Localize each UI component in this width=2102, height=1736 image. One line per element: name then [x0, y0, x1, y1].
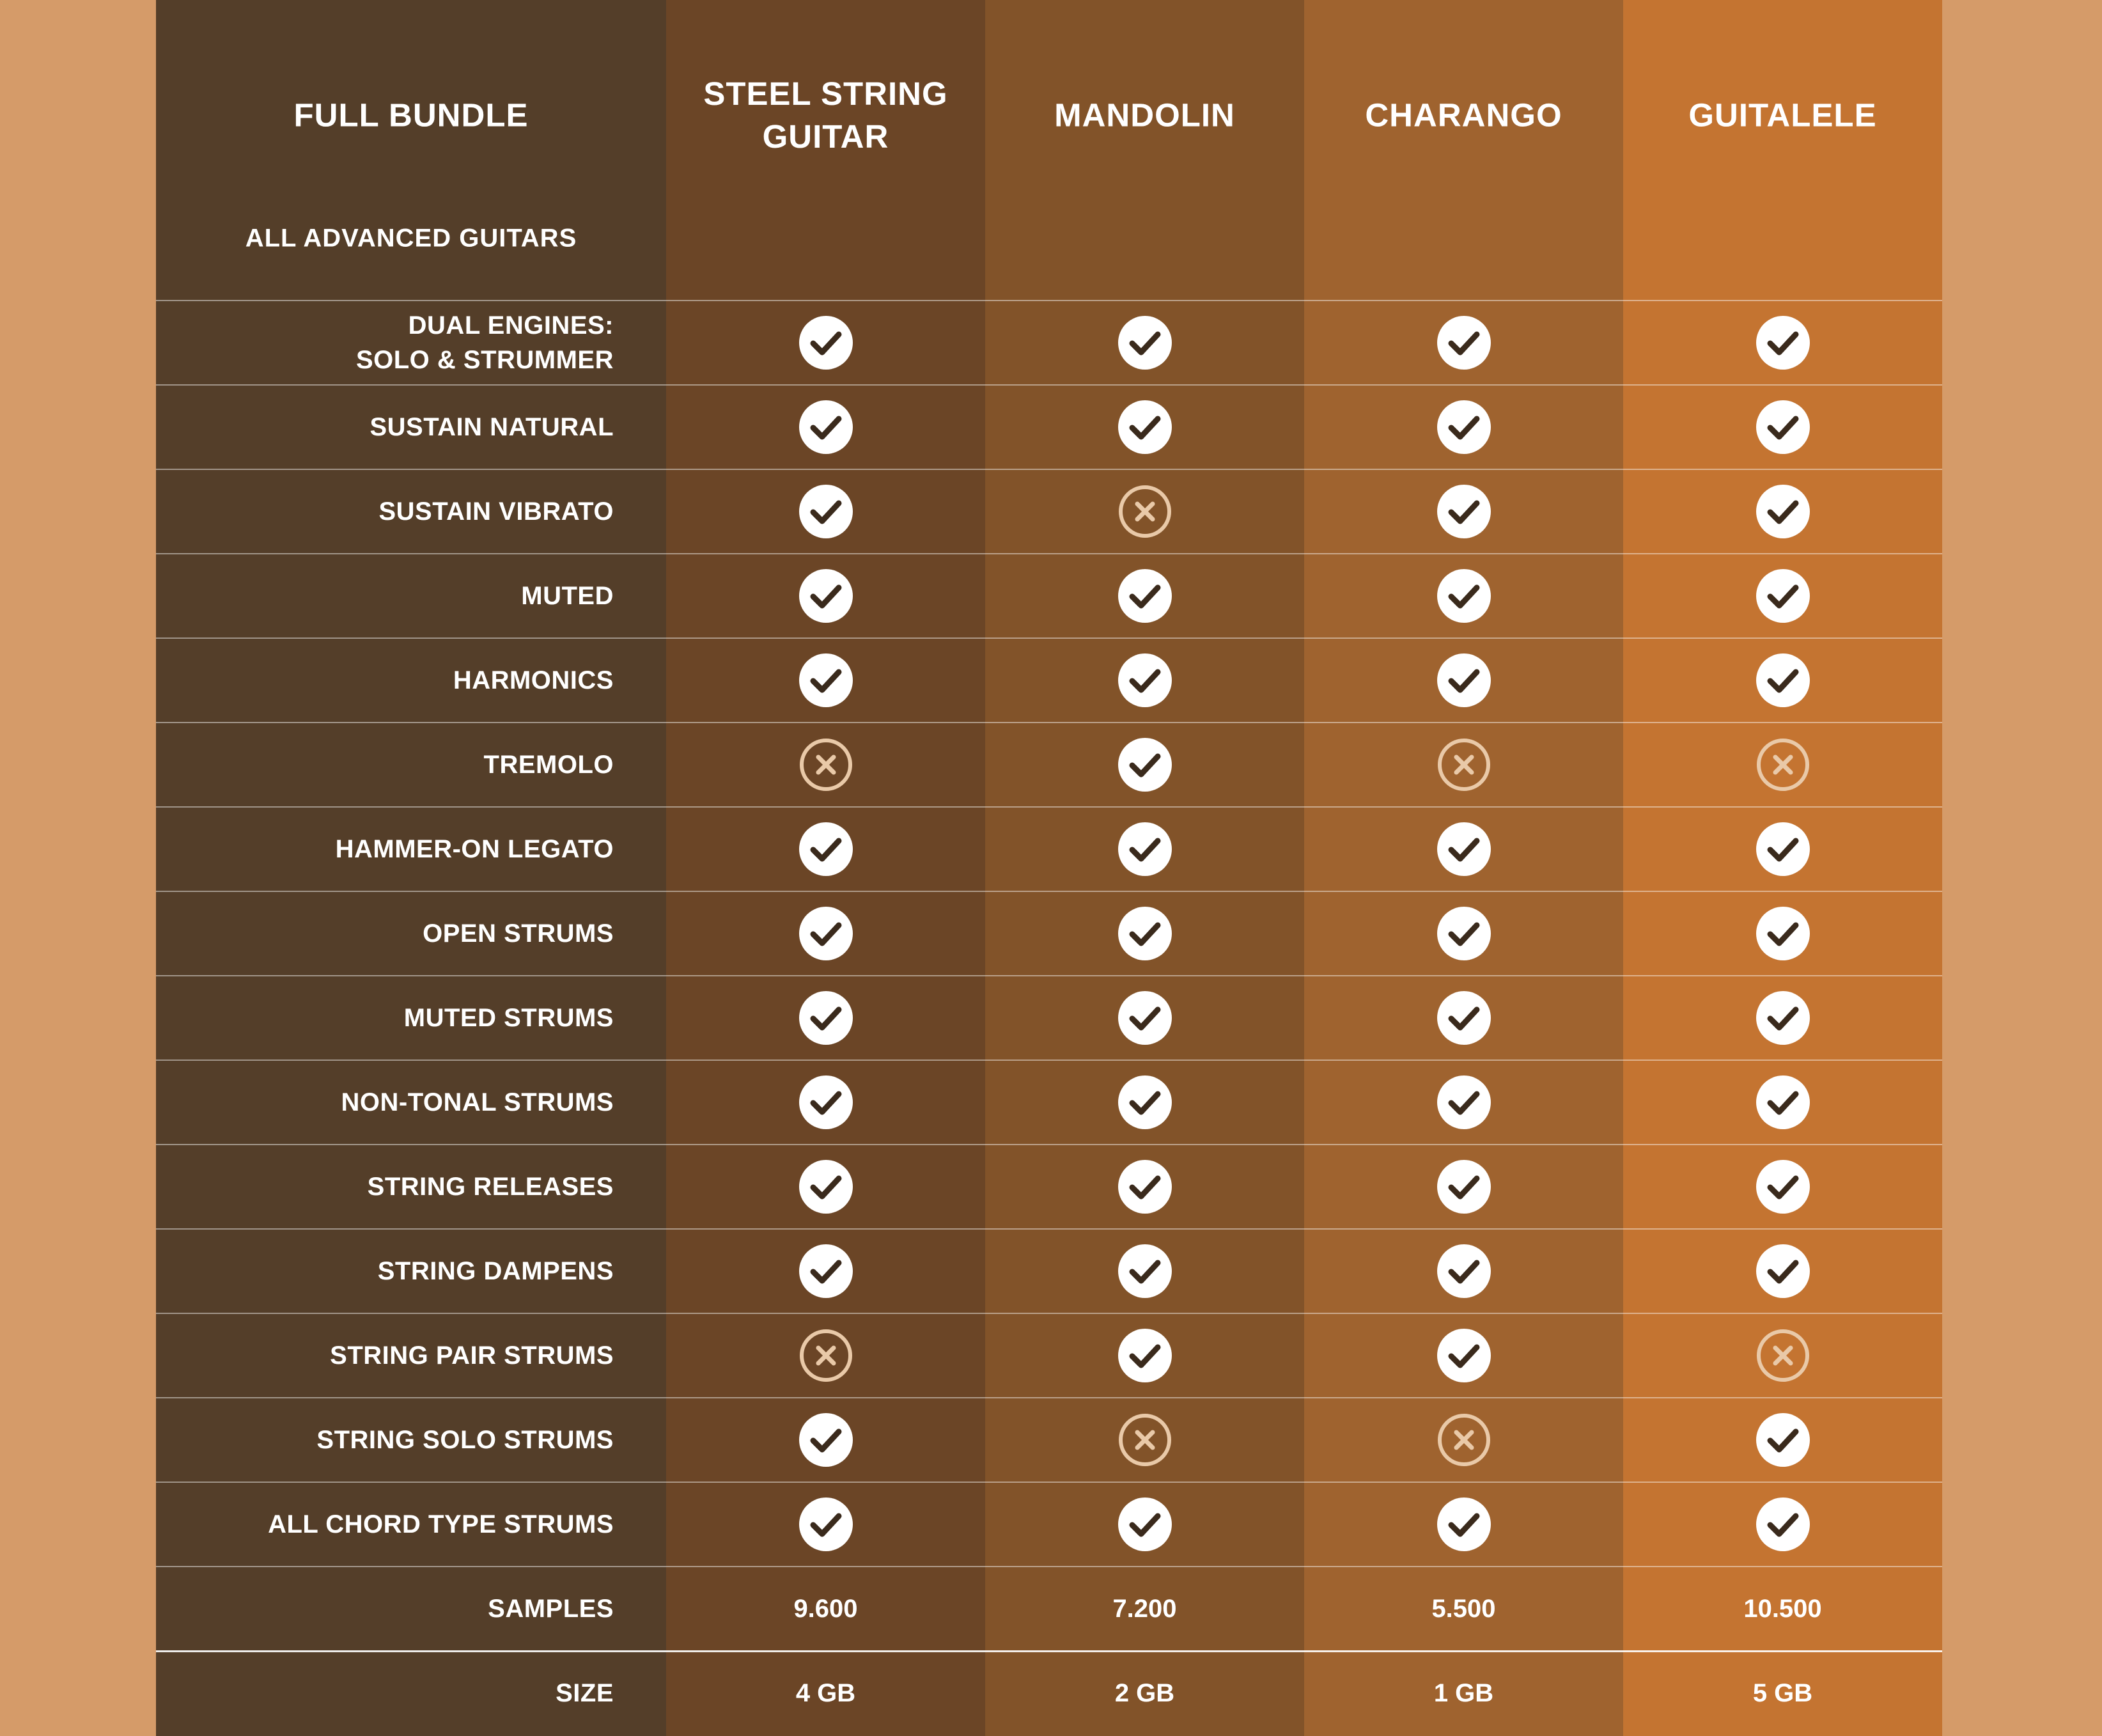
- feature-cell: [666, 1398, 985, 1482]
- row-divider: [156, 1650, 1942, 1652]
- feature-label: HARMONICS: [453, 666, 614, 694]
- check-icon: [1436, 653, 1491, 708]
- feature-cell: [985, 1398, 1304, 1482]
- feature-cell: [666, 385, 985, 469]
- check-icon: [798, 1412, 853, 1467]
- feature-label: OPEN STRUMS: [423, 919, 614, 948]
- feature-label: STRING PAIR STRUMS: [330, 1341, 614, 1370]
- row-divider: [156, 806, 1942, 808]
- feature-cell: [666, 807, 985, 891]
- check-icon: [1756, 315, 1810, 370]
- label-column: [156, 0, 666, 1736]
- feature-cell: [985, 1482, 1304, 1567]
- feature-cell: [666, 554, 985, 638]
- feature-label: STRING SOLO STRUMS: [316, 1426, 614, 1454]
- product-header: [666, 0, 985, 301]
- check-icon: [1117, 822, 1172, 877]
- check-icon: [798, 1497, 853, 1552]
- stat-value: 10.500: [1743, 1594, 1822, 1623]
- feature-cell: [1623, 891, 1942, 976]
- cross-icon: [1436, 737, 1491, 792]
- row-divider: [156, 891, 1942, 892]
- check-icon: [1756, 1159, 1810, 1214]
- product-column: [666, 0, 985, 1736]
- feature-cell: [1623, 723, 1942, 807]
- row-divider: [156, 553, 1942, 554]
- check-icon: [1117, 568, 1172, 623]
- product-column: [985, 0, 1304, 1736]
- stat-value: 4 GB: [795, 1678, 856, 1707]
- product-name: STEEL STRING GUITAR: [703, 75, 948, 155]
- feature-cell: [666, 301, 985, 385]
- check-icon: [1756, 568, 1810, 623]
- check-icon: [1436, 1328, 1491, 1383]
- product-column: [1623, 0, 1942, 1736]
- check-icon: [798, 484, 853, 539]
- feature-label: SAMPLES: [488, 1595, 614, 1623]
- feature-label: SUSTAIN NATURAL: [370, 413, 614, 441]
- cross-icon: [798, 737, 853, 792]
- check-icon: [1756, 653, 1810, 708]
- feature-label: DUAL ENGINES: SOLO & STRUMMER: [355, 311, 614, 374]
- feature-cell: [666, 891, 985, 976]
- row-divider: [156, 1060, 1942, 1061]
- row-divider: [156, 300, 1942, 301]
- feature-label: HAMMER-ON LEGATO: [335, 835, 614, 863]
- feature-label: TREMOLO: [483, 751, 614, 779]
- stat-value: 5 GB: [1752, 1678, 1813, 1707]
- row-divider: [156, 637, 1942, 639]
- stat-value: 5.500: [1431, 1594, 1496, 1623]
- check-icon: [1756, 484, 1810, 539]
- check-icon: [1117, 1328, 1172, 1383]
- row-divider: [156, 975, 1942, 976]
- check-icon: [1117, 653, 1172, 708]
- feature-cell: [985, 554, 1304, 638]
- feature-cell: [666, 1229, 985, 1313]
- stat-value: 1 GB: [1433, 1678, 1494, 1707]
- check-icon: [798, 653, 853, 708]
- feature-cell: [666, 638, 985, 723]
- check-icon: [1756, 1075, 1810, 1130]
- check-icon: [1756, 822, 1810, 877]
- feature-label: MUTED STRUMS: [403, 1004, 614, 1032]
- feature-cell: [1623, 638, 1942, 723]
- comparison-table: [156, 0, 1942, 1736]
- stat-value: 7.200: [1112, 1594, 1177, 1623]
- product-name: MANDOLIN: [1054, 97, 1235, 134]
- product-header: [985, 0, 1304, 301]
- check-icon: [1436, 822, 1491, 877]
- feature-cell: [1623, 1313, 1942, 1398]
- feature-cell: [666, 1145, 985, 1229]
- check-icon: [1756, 906, 1810, 961]
- cross-icon: [1756, 737, 1810, 792]
- feature-cell: [1304, 1229, 1623, 1313]
- check-icon: [1436, 484, 1491, 539]
- feature-label: STRING RELEASES: [367, 1173, 614, 1201]
- row-divider: [156, 1313, 1942, 1314]
- feature-cell: [666, 723, 985, 807]
- check-icon: [798, 315, 853, 370]
- feature-cell: [1623, 976, 1942, 1060]
- check-icon: [1436, 1075, 1491, 1130]
- feature-cell: [985, 1060, 1304, 1145]
- feature-cell: [1623, 469, 1942, 554]
- feature-cell: [1304, 1313, 1623, 1398]
- feature-cell: [666, 1482, 985, 1567]
- feature-cell: [985, 1229, 1304, 1313]
- check-icon: [1117, 315, 1172, 370]
- feature-cell: [985, 891, 1304, 976]
- feature-cell: [666, 469, 985, 554]
- feature-cell: [1304, 891, 1623, 976]
- feature-cell: [1304, 554, 1623, 638]
- feature-label: SUSTAIN VIBRATO: [378, 497, 614, 526]
- feature-label: MUTED: [521, 582, 614, 610]
- feature-cell: [1304, 301, 1623, 385]
- product-header: [1304, 0, 1623, 301]
- feature-cell: [1304, 1398, 1623, 1482]
- check-icon: [1436, 315, 1491, 370]
- feature-cell: [1304, 723, 1623, 807]
- feature-cell: [985, 638, 1304, 723]
- feature-cell: [1304, 385, 1623, 469]
- check-icon: [1756, 990, 1810, 1045]
- feature-cell: [1304, 1060, 1623, 1145]
- bundle-header: [156, 0, 666, 301]
- check-icon: [1436, 400, 1491, 455]
- feature-cell: [985, 385, 1304, 469]
- feature-cell: [666, 976, 985, 1060]
- check-icon: [1117, 906, 1172, 961]
- check-icon: [1117, 1244, 1172, 1299]
- check-icon: [1117, 400, 1172, 455]
- feature-cell: [985, 807, 1304, 891]
- feature-cell: [985, 469, 1304, 554]
- stat-value: 9.600: [793, 1594, 858, 1623]
- row-divider: [156, 1566, 1942, 1567]
- check-icon: [798, 1244, 853, 1299]
- feature-cell: [666, 1060, 985, 1145]
- row-divider: [156, 384, 1942, 386]
- product-column: [1304, 0, 1623, 1736]
- feature-cell: [1623, 1482, 1942, 1567]
- feature-cell: [1623, 1229, 1942, 1313]
- feature-label: ALL CHORD TYPE STRUMS: [268, 1510, 614, 1538]
- feature-cell: [1623, 554, 1942, 638]
- feature-cell: [1623, 301, 1942, 385]
- check-icon: [798, 400, 853, 455]
- row-divider: [156, 469, 1942, 470]
- feature-cell: [985, 1313, 1304, 1398]
- cross-icon: [1436, 1412, 1491, 1467]
- check-icon: [1756, 1497, 1810, 1552]
- check-icon: [1436, 568, 1491, 623]
- feature-label: STRING DAMPENS: [377, 1257, 614, 1285]
- row-divider: [156, 1482, 1942, 1483]
- check-icon: [1436, 906, 1491, 961]
- check-icon: [1436, 1244, 1491, 1299]
- cross-icon: [1117, 484, 1172, 539]
- check-icon: [798, 1075, 853, 1130]
- feature-cell: [1623, 1145, 1942, 1229]
- check-icon: [1436, 1497, 1491, 1552]
- feature-cell: [985, 723, 1304, 807]
- feature-cell: [1304, 638, 1623, 723]
- stat-value: 2 GB: [1114, 1678, 1175, 1707]
- feature-cell: [1304, 807, 1623, 891]
- check-icon: [1117, 737, 1172, 792]
- cross-icon: [1117, 1412, 1172, 1467]
- row-divider: [156, 1144, 1942, 1145]
- check-icon: [798, 990, 853, 1045]
- feature-label: NON-TONAL STRUMS: [341, 1088, 614, 1116]
- feature-cell: [1304, 976, 1623, 1060]
- check-icon: [798, 906, 853, 961]
- feature-cell: [985, 1145, 1304, 1229]
- check-icon: [1436, 990, 1491, 1045]
- feature-cell: [1623, 807, 1942, 891]
- row-divider: [156, 1228, 1942, 1230]
- check-icon: [798, 822, 853, 877]
- check-icon: [1756, 400, 1810, 455]
- cross-icon: [798, 1328, 853, 1383]
- feature-cell: [1623, 1060, 1942, 1145]
- check-icon: [1117, 1497, 1172, 1552]
- feature-cell: [1304, 469, 1623, 554]
- check-icon: [1117, 1075, 1172, 1130]
- check-icon: [1436, 1159, 1491, 1214]
- bundle-subtitle: ALL ADVANCED GUITARS: [245, 224, 577, 253]
- check-icon: [1756, 1412, 1810, 1467]
- feature-cell: [666, 1313, 985, 1398]
- check-icon: [798, 568, 853, 623]
- bundle-title: FULL BUNDLE: [293, 97, 529, 134]
- product-header: [1623, 0, 1942, 301]
- row-divider: [156, 1397, 1942, 1398]
- check-icon: [1117, 1159, 1172, 1214]
- feature-cell: [1304, 1145, 1623, 1229]
- feature-label: SIZE: [556, 1679, 614, 1707]
- check-icon: [1117, 990, 1172, 1045]
- product-name: CHARANGO: [1365, 97, 1562, 134]
- feature-cell: [1304, 1482, 1623, 1567]
- cross-icon: [1756, 1328, 1810, 1383]
- feature-cell: [1623, 385, 1942, 469]
- feature-cell: [985, 301, 1304, 385]
- feature-cell: [1623, 1398, 1942, 1482]
- feature-cell: [985, 976, 1304, 1060]
- check-icon: [1756, 1244, 1810, 1299]
- product-name: GUITALELE: [1688, 97, 1877, 134]
- row-divider: [156, 722, 1942, 723]
- check-icon: [798, 1159, 853, 1214]
